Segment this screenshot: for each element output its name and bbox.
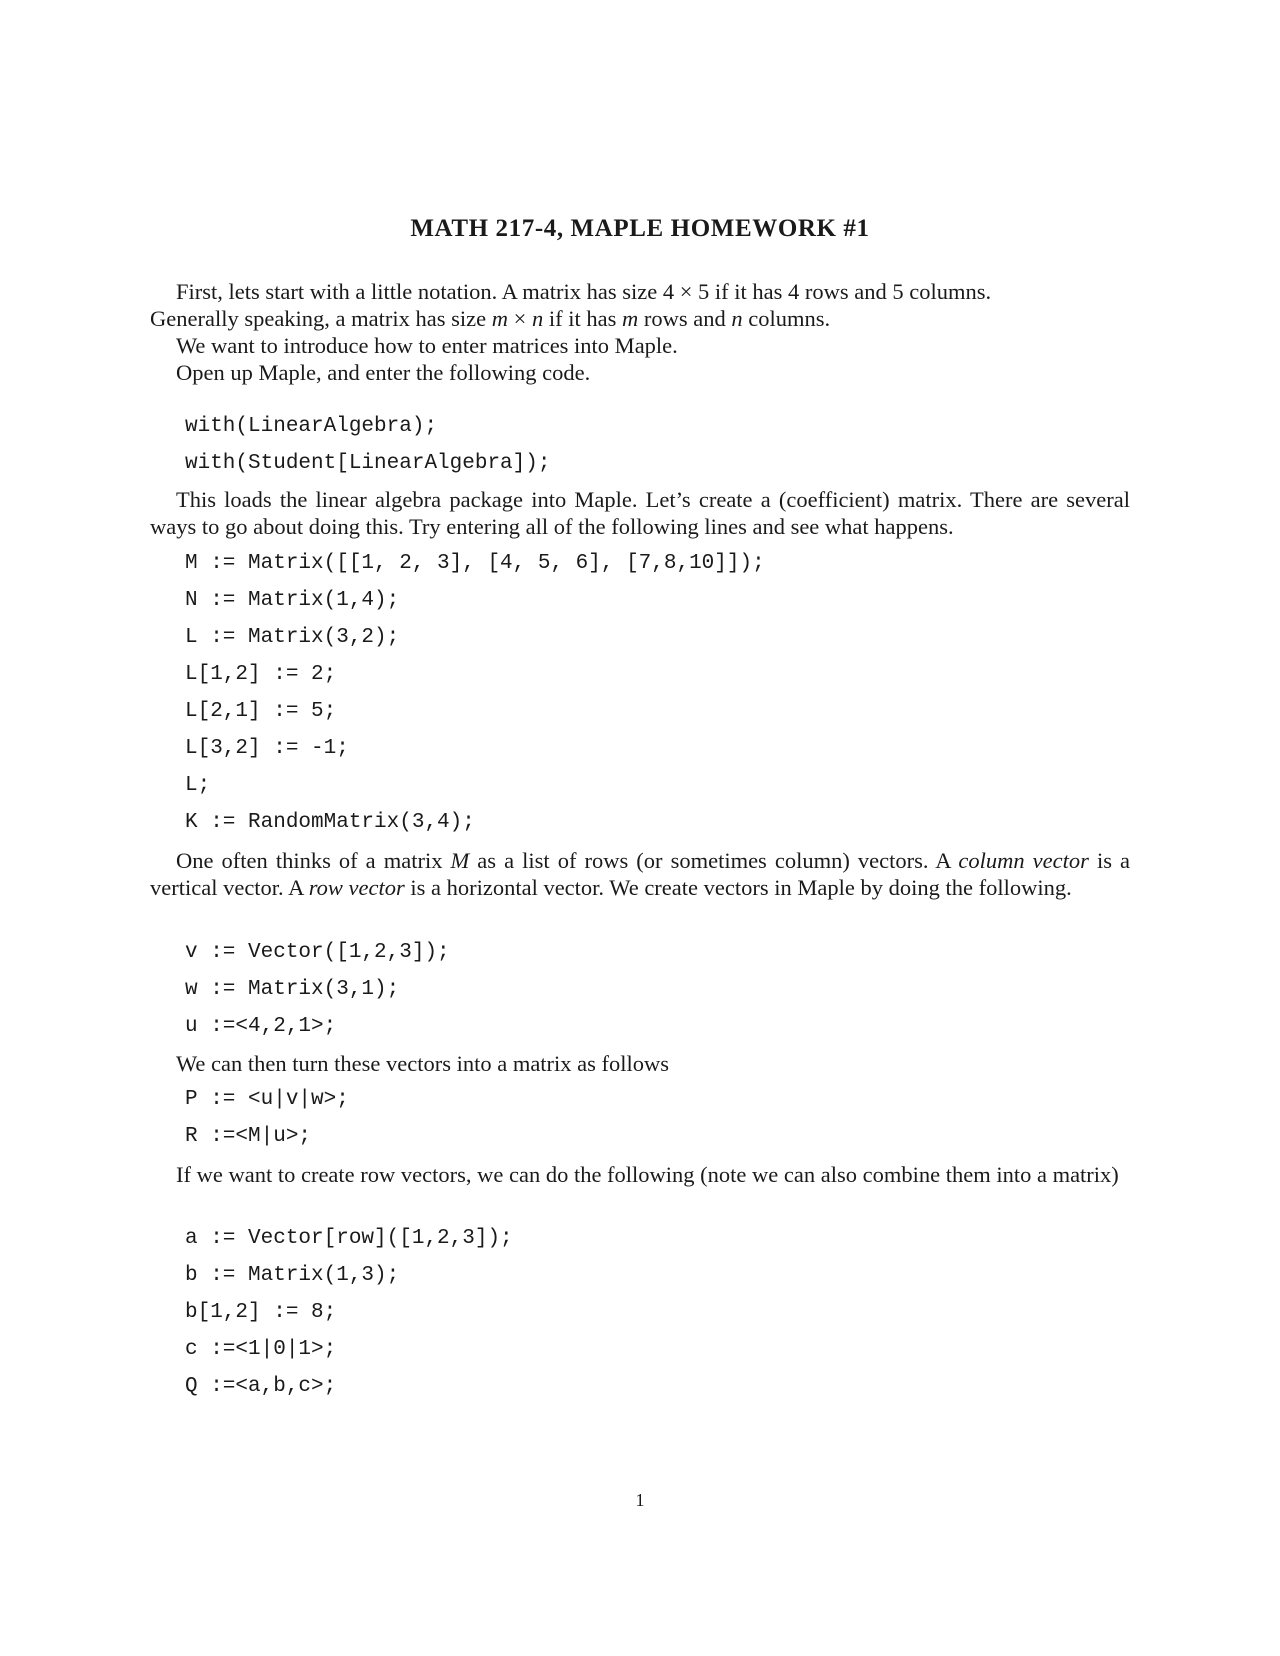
math-M: M [450,848,470,873]
code-block-combine [150,1081,1130,1155]
code-line: u :=<4,2,1>; [185,1015,337,1038]
page-number: 1 [635,1490,645,1510]
math-m: m [491,306,509,331]
vec-text: One often thinks of a matrix [176,848,451,873]
intro-text: Generally speaking, a matrix has size [150,306,492,331]
code-line: N := Matrix(1,4); [185,589,400,612]
code-line: L[3,2] := -1; [185,737,349,760]
math-n: n [731,306,743,331]
intro-text: columns. [742,306,831,331]
code-line: L[1,2] := 2; [185,663,337,686]
code-line: with(Student[LinearAlgebra]); [185,452,551,475]
code-block-rows [150,1220,1130,1405]
intro-line-1: First, lets start with a little notation. A matrix has size 4 × 5 if it has 4 rows and 5 columns. [176,279,992,304]
intro-text: if it has [543,306,622,331]
code-line: L := Matrix(3,2); [185,626,400,649]
row-description-text: If we want to create row vectors, we can do the following (note we can also combine them into a matrix) [176,1162,1119,1187]
intro-line-2 [150,305,1130,332]
code-line: b[1,2] := 8; [185,1301,337,1324]
vector-description-text [150,847,1130,901]
code-line: P := <u|v|w>; [185,1088,349,1111]
code-line: L[2,1] := 5; [185,700,337,723]
vector-description [150,847,1130,901]
code-line: L; [185,774,211,797]
load-description-text: This loads the linear algebra package into Maple. Let’s create a (coefficient) matrix. There are several ways to go about doing this. Try entering all of the following lines and see what happens. [150,487,1130,539]
code-block-matrices [150,545,1130,841]
code-line: b := Matrix(1,3); [185,1264,400,1287]
combine-description [150,1050,1130,1077]
intro-section [150,278,1130,386]
code-line: c :=<1|0|1>; [185,1338,337,1361]
code-line: a := Vector[row]([1,2,3]); [185,1227,513,1250]
math-n: n [531,306,544,331]
code-line: R :=<M|u>; [185,1125,312,1148]
row-description [150,1161,1130,1188]
vec-text: is a vertical vector. A [150,848,1130,900]
term-row-vector: row vector [308,875,405,900]
term-column-vector: column vector [958,848,1089,873]
code-line: w := Matrix(3,1); [185,978,400,1001]
math-m: m [621,306,639,331]
code-line: v := Vector([1,2,3]); [185,941,450,964]
combine-description-text: We can then turn these vectors into a matrix as follows [176,1051,670,1076]
intro-line-4: Open up Maple, and enter the following code. [176,360,591,385]
code-block-vectors [150,934,1130,1045]
intro-text: rows and [638,306,732,331]
document-title: MATH 217-4, MAPLE HOMEWORK #1 [410,215,870,242]
vec-text: as a list of rows (or sometimes column) vectors. A [469,848,959,873]
load-description [150,486,1130,540]
vec-text: is a horizontal vector. We create vectors in Maple by doing the following. [404,875,1072,900]
intro-text: × [508,306,532,331]
code-line: with(LinearAlgebra); [185,415,438,438]
code-line: K := RandomMatrix(3,4); [185,811,475,834]
code-block-load [150,408,1130,482]
code-line: Q :=<a,b,c>; [185,1375,337,1398]
code-line: M := Matrix([[1, 2, 3], [4, 5, 6], [7,8,10]]); [185,552,765,575]
intro-line-3: We want to introduce how to enter matrices into Maple. [176,333,678,358]
